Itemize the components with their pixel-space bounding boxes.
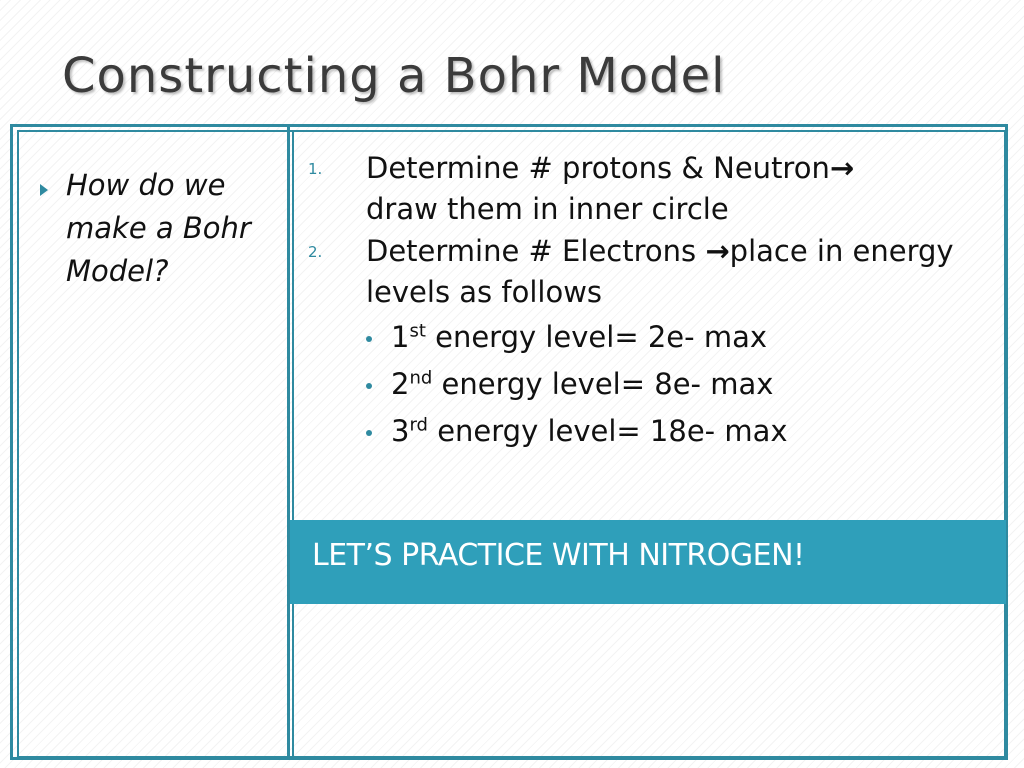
level-description: energy level= 2e- max [435,320,768,354]
level-number: 3 [391,414,410,448]
left-bullet-text: How do we make a Bohr Model? [66,168,251,288]
banner-text: LET’S PRACTICE WITH NITROGEN! [312,538,805,573]
step-number: 2. [308,243,323,261]
right-arrow-icon: → [829,151,855,185]
dot-bullet-icon [366,383,372,389]
right-arrow-icon: → [705,234,730,268]
step-number: 1. [308,160,323,178]
dot-bullet-icon [366,336,372,342]
step-item [308,231,998,313]
step-item [308,148,998,230]
level-ordinal-suffix: nd [409,367,433,389]
level-number: 2 [391,367,410,401]
step-text-main: Determine # Electrons [366,234,706,268]
dot-bullet-icon [366,430,372,436]
practice-banner [290,520,1006,604]
step-text-main: Determine # protons & Neutron [366,151,830,185]
energy-level-list [366,317,998,458]
level-description: energy level= 8e- max [441,367,774,401]
energy-level-text [391,364,773,405]
step-text [366,148,854,230]
right-column [308,148,998,458]
left-column [40,164,284,293]
energy-level-item [366,317,998,364]
energy-level-item [366,364,998,411]
column-divider-inner [292,130,294,758]
level-description: energy level= 18e- max [437,414,788,448]
energy-level-item [366,411,998,458]
level-ordinal-suffix: rd [409,414,428,436]
slide-title: Constructing a Bohr Model [62,48,726,104]
step-text-after: place in energy levels as follows [366,234,954,309]
energy-level-text [391,317,767,358]
level-number: 1 [391,320,410,354]
column-divider-outer [287,127,290,758]
level-ordinal-suffix: st [409,320,426,342]
left-bullet-item [40,164,284,293]
energy-level-text [391,411,788,452]
step-text-after: draw them in inner circle [366,192,729,226]
step-text [366,231,998,313]
triangle-bullet-icon [40,184,48,196]
